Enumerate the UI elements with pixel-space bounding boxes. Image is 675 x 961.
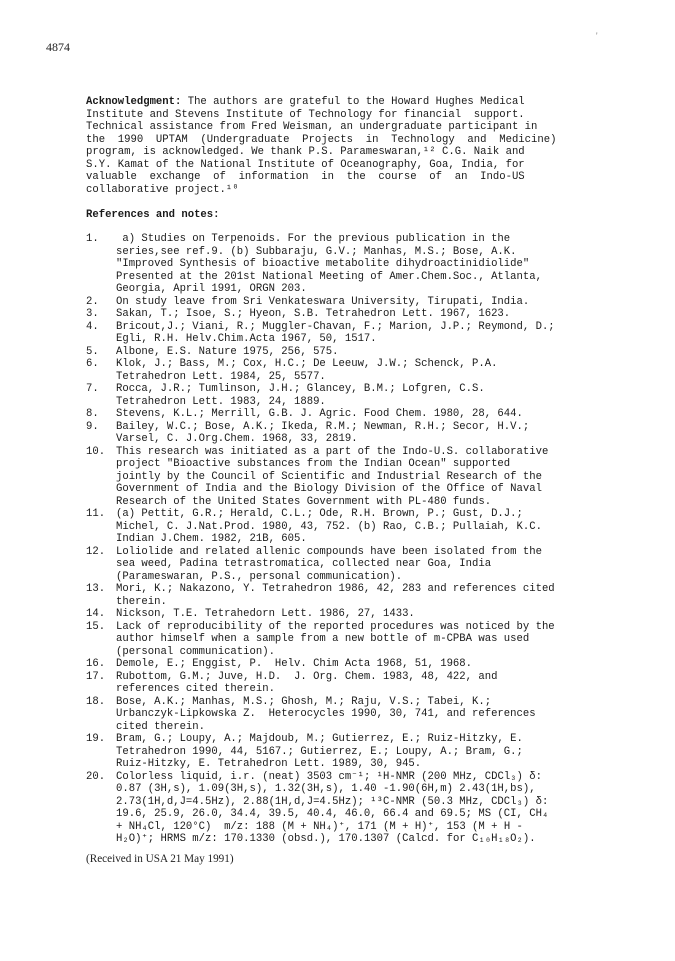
reference-item (86, 508, 626, 546)
reference-number: 1. (86, 233, 99, 245)
page-number: 4874 (46, 40, 70, 54)
reference-line: Tetrahedron Lett. 1983, 24, 1889. (116, 395, 326, 408)
reference-text (116, 508, 626, 546)
reference-line: Varsel, C. J.Org.Chem. 1968, 33, 2819. (116, 433, 358, 445)
reference-text (116, 308, 626, 321)
acknowledgment-text: Technical assistance from Fred Weisman, an undergraduate participant in (86, 121, 538, 133)
reference-line: Urbanczyk-Lipkowska Z. Heterocycles 1990, 30, 741, and references (116, 708, 536, 720)
reference-item (86, 346, 626, 359)
reference-line: sea weed, Padina tetrastromatica, collected near Goa, India (116, 558, 492, 570)
acknowledgment-line (86, 109, 618, 122)
reference-item (86, 233, 626, 296)
reference-line: On study leave from Sri Venkateswara University, Tirupati, India. (116, 295, 530, 308)
reference-item (86, 308, 626, 321)
reference-item (86, 658, 626, 671)
reference-text (116, 421, 626, 446)
reference-number: 19. (86, 733, 106, 745)
acknowledgment-line (86, 121, 618, 134)
reference-line: Mori, K.; Nakazono, Y. Tetrahedron 1986, 42, 283 and references cited (116, 583, 555, 595)
reference-text (116, 296, 626, 309)
corner-mark: ' (596, 31, 598, 41)
reference-line: Stevens, K.L.; Merrill, G.B. J. Agric. Food Chem. 1980, 28, 644. (116, 408, 523, 420)
reference-number: 2. (86, 295, 99, 308)
reference-item (86, 358, 626, 383)
reference-number: 20. (86, 770, 106, 783)
reference-text (116, 621, 626, 659)
acknowledgment-text: S.Y. Kamat of the National Institute of Oceanography, Goa, India, for (86, 158, 525, 171)
acknowledgment-line (86, 159, 618, 172)
reference-text (116, 383, 626, 408)
reference-line: therein. (116, 595, 167, 608)
reference-item (86, 671, 626, 696)
reference-number: 8. (86, 408, 99, 420)
reference-line: Nickson, T.E. Tetrahedorn Lett. 1986, 27, 1433. (116, 608, 415, 620)
reference-line: Bram, G.; Loupy, A.; Majdoub, M.; Gutierrez, E.; Ruiz-Hitzky, E. (116, 733, 523, 745)
acknowledgment-paragraph (86, 96, 618, 196)
reference-line: Klok, J.; Bass, M.; Cox, H.C.; De Leeuw, J.W.; Schenck, P.A. (116, 358, 498, 370)
reference-item (86, 446, 626, 509)
reference-number: 18. (86, 695, 106, 708)
reference-line: Rubottom, G.M.; Juve, H.D. J. Org. Chem. 1983, 48, 422, and (116, 670, 498, 683)
acknowledgment-text: program, is acknowledged. We thank P.S. Parameswaran,¹² C.G. Naik and (86, 146, 525, 158)
reference-text (116, 658, 626, 671)
reference-line: This research was initiated as a part of the Indo-U.S. collaborative (116, 445, 549, 458)
reference-line: "Improved Synthesis of bioactive metabolite dihydroactinidiolide" (116, 258, 530, 270)
acknowledgment-text: valuable exchange of information in the course of an Indo-US (86, 171, 525, 183)
reference-number: 12. (86, 545, 106, 558)
acknowledgment-line (86, 171, 618, 184)
reference-line: (a) Pettit, G.R.; Herald, C.L.; Ode, R.H. Brown, P.; Gust, D.J.; (116, 508, 523, 520)
reference-line: Bailey, W.C.; Bose, A.K.; Ikeda, R.M.; Newman, R.H.; Secor, H.V.; (116, 420, 530, 433)
reference-line: Research of the United States Government with PL-480 funds. (116, 495, 492, 508)
reference-number: 16. (86, 658, 106, 670)
reference-line: Presented at the 201st National Meeting of Amer.Chem.Soc., Atlanta, (116, 270, 542, 283)
reference-line: Indian J.Chem. 1982, 21B, 605. (116, 533, 307, 545)
reference-line: Demole, E.; Enggist, P. Helv. Chim Acta 1968, 51, 1968. (116, 658, 473, 670)
reference-number: 5. (86, 345, 99, 358)
reference-line: cited therein. (116, 720, 206, 733)
acknowledgment-line (86, 96, 618, 109)
reference-line: Tetrahedron 1990, 44, 5167.; Gutierrez, E.; Loupy, A.; Bram, G.; (116, 745, 523, 758)
reference-item (86, 771, 626, 846)
reference-item (86, 383, 626, 408)
reference-item (86, 546, 626, 584)
reference-item (86, 621, 626, 659)
reference-line: Michel, C. J.Nat.Prod. 1980, 43, 752. (b) Rao, C.B.; Pullaiah, K.C. (116, 520, 542, 533)
reference-line: H₂O)⁺; HRMS m/z: 170.1330 (obsd.), 170.1307 (Calcd. for C₁₀H₁₈O₂). (116, 833, 536, 845)
reference-line: Georgia, April 1991, ORGN 203. (116, 283, 307, 295)
reference-item (86, 408, 626, 421)
reference-text (116, 733, 626, 771)
reference-line: project "Bioactive substances from the Indian Ocean" supported (116, 458, 511, 470)
reference-item (86, 421, 626, 446)
reference-line: Sakan, T.; Isoe, S.; Hyeon, S.B. Tetrahedron Lett. 1967, 1623. (116, 308, 511, 320)
reference-line: (Parameswaran, P.S., personal communication). (116, 570, 403, 583)
reference-text (116, 233, 626, 296)
reference-text (116, 408, 626, 421)
acknowledgment-line (86, 146, 618, 159)
reference-number: 3. (86, 308, 99, 320)
reference-item (86, 296, 626, 309)
reference-item (86, 321, 626, 346)
reference-text (116, 358, 626, 383)
reference-number: 6. (86, 358, 99, 370)
reference-line: Ruiz-Hitzky, E. Tetrahedron Lett. 1989, 30, 945. (116, 758, 422, 770)
reference-line: Bose, A.K.; Manhas, M.S.; Ghosh, M.; Raju, V.S.; Tabei, K.; (116, 695, 492, 708)
reference-line: author himself when a sample from a new bottle of m-CPBA was used (116, 633, 530, 645)
reference-number: 17. (86, 670, 106, 683)
acknowledgment-text: The authors are grateful to the Howard Hughes Medical (181, 96, 525, 108)
reference-number: 9. (86, 420, 99, 433)
reference-line: Government of India and the Biology Division of the Office of Naval (116, 483, 542, 495)
reference-line: series,see ref.9. (b) Subbaraju, G.V.; Manhas, M.S.; Bose, A.K. (116, 245, 517, 258)
reference-line: + NH₄Cl, 120°C) m/z: 188 (M + NH₄)⁺, 171 (M + H)⁺, 153 (M + H - (116, 820, 523, 833)
reference-number: 14. (86, 608, 106, 620)
reference-text (116, 546, 626, 584)
acknowledgment-heading: Acknowledgment: (86, 96, 182, 108)
reference-number: 15. (86, 620, 106, 633)
reference-line: Albone, E.S. Nature 1975, 256, 575. (116, 345, 339, 358)
acknowledgment-line (86, 134, 618, 147)
reference-item (86, 696, 626, 734)
acknowledgment-text: Institute and Stevens Institute of Technology for financial support. (86, 108, 525, 121)
reference-text (116, 346, 626, 359)
reference-line: 19.6, 25.9, 26.0, 34.4, 39.5, 40.4, 46.0, 66.4 and 69.5; MS (CI, CH₄ (116, 808, 549, 820)
acknowledgment-line (86, 184, 618, 197)
reference-item (86, 583, 626, 608)
reference-line: jointly by the Council of Scientific and Industrial Research of the (116, 470, 542, 483)
reference-line: 2.73(1H,d,J=4.5Hz), 2.88(1H,d,J=4.5Hz); ¹³C-NMR (50.3 MHz, CDCl₃) δ: (116, 795, 549, 808)
reference-item (86, 733, 626, 771)
reference-text (116, 583, 626, 608)
reference-line: references cited therein. (116, 683, 275, 695)
reference-line: (personal communication). (116, 645, 275, 658)
reference-line: Rocca, J.R.; Tumlinson, J.H.; Glancey, B.M.; Lofgren, C.S. (116, 383, 485, 395)
reference-item (86, 608, 626, 621)
reference-line: Loliolide and related allenic compounds have been isolated from the (116, 545, 542, 558)
reference-line: a) Studies on Terpenoids. For the previous publication in the (116, 233, 511, 245)
reference-text (116, 771, 626, 846)
acknowledgment-text: the 1990 UPTAM (Undergraduate Projects in Technology and Medicine) (86, 133, 557, 146)
reference-text (116, 696, 626, 734)
received-note: (Received in USA 21 May 1991) (86, 853, 234, 865)
references-heading: References and notes: (86, 209, 220, 221)
reference-line: Colorless liquid, i.r. (neat) 3503 cm⁻¹; ¹H-NMR (200 MHz, CDCl₃) δ: (116, 770, 542, 783)
reference-line: Lack of reproducibility of the reported procedures was noticed by the (116, 620, 555, 633)
reference-text (116, 446, 626, 509)
reference-text (116, 671, 626, 696)
reference-number: 4. (86, 320, 99, 333)
reference-number: 11. (86, 508, 106, 520)
reference-number: 13. (86, 583, 106, 595)
reference-line: Bricout,J.; Viani, R.; Muggler-Chavan, F.; Marion, J.P.; Reymond, D.; (116, 320, 555, 333)
reference-line: Egli, R.H. Helv.Chim.Acta 1967, 50, 1517. (116, 333, 377, 345)
reference-number: 10. (86, 445, 106, 458)
acknowledgment-text: collaborative project.¹⁰ (86, 183, 239, 196)
reference-line: Tetrahedron Lett. 1984, 25, 5577. (116, 370, 326, 383)
reference-text (116, 608, 626, 621)
reference-number: 7. (86, 383, 99, 395)
reference-text (116, 321, 626, 346)
reference-list (86, 233, 626, 846)
reference-line: 0.87 (3H,s), 1.09(3H,s), 1.32(3H,s), 1.40 -1.90(6H,m) 2.43(1H,bs), (116, 783, 536, 795)
